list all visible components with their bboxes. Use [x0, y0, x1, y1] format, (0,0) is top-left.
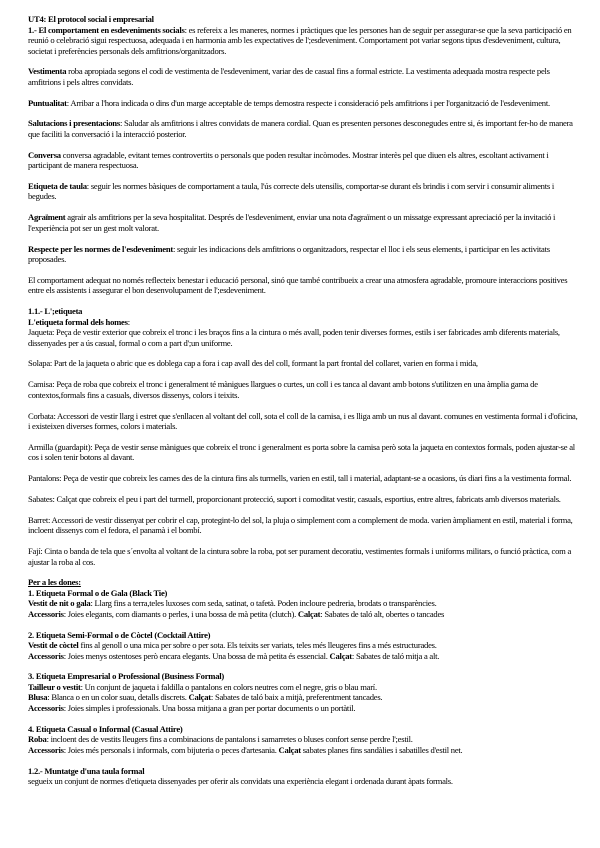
item-lead: Respecte per les normes de l'esdeveniment	[28, 243, 173, 254]
group-title-text: 3. Etiqueta Empresarial o Professional (Business Formal)	[28, 671, 224, 682]
etiquette-group	[28, 630, 578, 662]
closing-paragraph: El comportament adequat no només reflecteix benestar i educació personal, sinó que també contribueix a crear una atmosfera agradable, promoure interaccions positives entre els assistents i assegurar el bon desenvolupament de l';esdeveniment.	[28, 274, 568, 296]
item-text: : seguir les indicacions dels amfitrions o organitzadors, respectar el lloc i els seus elements, i participar en les activitats proposades.	[28, 243, 550, 265]
document-title: UT4: El protocol social i empresarial	[28, 14, 154, 24]
item-text: : seguir les normes bàsiques de comportament a taula, l'ús correcte dels utensilis, comportar-se durant els brindis i com servir i consumir aliments i begudes.	[28, 180, 554, 202]
line-label: Accessoris	[28, 744, 64, 755]
group-line	[28, 703, 578, 714]
group-line	[28, 609, 578, 620]
item-text: : Saludar als amfitrions i altres convidats de manera cordial. Quan es presenten persones desconegudes entre si, és important fer-ho de manera que faciliti la conversació i la interacció posterior.	[28, 118, 573, 139]
line-text: fins al genoll o una mica per sobre o per sota. Els teixits ser variats, teles més lleugeres fins a més estructurades.	[78, 640, 437, 651]
line-label: Vestit de còctel	[28, 640, 79, 651]
garment-item: Sabates: Calçat que cobreix el peu i part del turmell, proporcionant protecció, suport i comoditat vestir, casuals, esportius, entre altres, fabricats amb diversos materials.	[28, 493, 561, 504]
item-text: agrair als amfitrions per la seva hospitalitat. Després de l'esdeveniment, enviar una nota d'agraïment o un missatge expressant apreciació per la invitació i l'experiència pot ser un gest molt valorat.	[28, 212, 556, 233]
line-text: : Llarg fins a terra,teles luxoses com seda, satinat, o tafetà. Poden incloure pedreria, brodats o transparències.	[90, 598, 437, 609]
line-text: : Sabates de taló mitja a alt.	[351, 650, 440, 661]
item-text: roba apropiada segons el codi de vestimenta de l'esdeveniment, variar des de casual fins a formal estricte. La vestimenta adequada mostra respecte pels amfitrions i pels altres convidats.	[28, 66, 550, 87]
behaviour-item	[28, 98, 578, 109]
etiquette-group	[28, 724, 578, 756]
item-lead: Vestimenta	[28, 66, 67, 77]
item-lead: Conversa	[28, 149, 61, 160]
garment-item: Armilla (guardapit): Peça de vestir sense mànigues que cobreix el tronc i generalment es porta sobre la camisa però sota la jaqueta en contextos formals, poden ajustar-se al cos i solen tenir botons al davant.	[28, 441, 575, 463]
women-etiquette-list	[28, 588, 578, 755]
line-label: Accessoris	[28, 608, 64, 619]
group-line	[28, 734, 578, 745]
women-heading: Per a les dones:	[28, 577, 81, 588]
etiquette-group	[28, 588, 578, 620]
section-1-intro: 1.- El comportament en esdeveniments socials: es refereix a les maneres, normes i pràctiques que les persones han de seguir per assegurar-se que la seva participació en reunió o celebració sigui respectuosa, adequada i en harmonia amb les expectatives de l';esdeveniment. Comportament pot variar segons tipus d'esdeveniment, cultura, societat i preferències personals dels amfitrions/organitzadors.	[28, 24, 572, 56]
line-label: Calçat	[278, 744, 301, 755]
garment-item: Corbata: Accessori de vestir llarg i estret que s'enllacen al voltant del coll, sota el coll de la camisa, i es lliga amb un nus al davant. comunes en vestimenta formal i d'oficina, i existeixen diverses formes, colors i materials.	[28, 410, 578, 432]
garment-item: Solapa: Part de la jaqueta o abric que es doblega cap a fora i cap avall des del coll, formant la part frontal del collaret, varien en forma i mida,	[28, 358, 478, 369]
men-etiquette-heading: L'etiqueta formal dels homes	[28, 316, 128, 327]
section-1-1-heading: 1.1.- L';etiqueta	[28, 306, 83, 317]
behaviour-item	[28, 66, 578, 87]
behaviour-item	[28, 244, 578, 265]
line-label: Calçat	[188, 692, 211, 703]
group-line	[28, 640, 578, 651]
men-garment-list	[28, 327, 578, 567]
line-text: : Joies elegants, com diamants o perles, i una bossa de mà petita (clutch).	[63, 608, 298, 619]
line-text: : Joies més personals i informals, com bijuteria o peces d'artesania.	[63, 744, 279, 755]
line-label: Roba	[28, 734, 47, 745]
behaviour-item	[28, 181, 578, 202]
group-title	[28, 630, 578, 641]
group-title	[28, 588, 578, 599]
line-text: : Un conjunt de jaqueta i faldilla o pantalons en colors neutres com el negre, gris o blau marí.	[80, 681, 377, 692]
group-title	[28, 724, 578, 735]
line-text: : Blanca o en un color suau, detalls discrets.	[47, 692, 189, 703]
behaviour-item	[28, 118, 578, 139]
section-1-2-text: segueix un conjunt de normes d'etiqueta dissenyades per oferir als convidats una experiència elegant i ordenada durant àpats formals.	[28, 776, 453, 787]
item-lead: Etiqueta de taula	[28, 180, 87, 191]
etiquette-group	[28, 671, 578, 713]
garment-item: Camisa: Peça de roba que cobreix el tronc i generalment té mànigues llargues o curtes, un coll i es tanca al davant amb botons s'utilitzen en una àmplia gama de contextos,formals fins a casuals, diversos dissenys, colors i teixits.	[28, 379, 538, 400]
line-text: sabates planes fins sandàlies i sabatilles d'estil net.	[300, 744, 463, 755]
group-title	[28, 671, 578, 682]
garment-item: Fají: Cinta o banda de tela que s´envolta al voltant de la cintura sobre la roba, pot ser purament decoratiu, vestimentes formals i uniforms militars, o funció pràctica, com a ajustar la roba al cos.	[28, 546, 572, 567]
line-label: Tailleur o vestit	[28, 681, 81, 692]
line-text: : Sabates de taló alt, obertes o tancades	[320, 608, 445, 619]
item-text: conversa agradable, evitant temes controvertits o personals que poden resultar incòmodes. Mostrar interès pel que diuen els altres, escoltant activament i participant de manera respectuosa.	[28, 149, 549, 171]
line-label: Blusa	[28, 692, 48, 703]
behaviour-item	[28, 150, 578, 171]
line-label: Accessoris	[28, 650, 64, 661]
item-lead: Salutacions i presentacions	[28, 118, 120, 129]
group-line	[28, 745, 578, 756]
line-text: : Joies simples i professionals. Una bossa mitjana a gran per portar documents o un portàtil.	[63, 702, 356, 713]
group-title-text: 2. Etiqueta Semi-Formal o de Còctel (Cocktail Attire)	[28, 629, 211, 640]
group-line	[28, 598, 578, 609]
group-line	[28, 692, 578, 703]
line-text: : Sabates de taló baix a mitjà, preferentment tancades.	[210, 692, 383, 703]
garment-item: Jaqueta: Peça de vestir exterior que cobreix el tronc i les braços fins a la cintura o més avall, poden tenir diverses formes, estils i ser fabricades amb diferents materials, dissenyades per a ús casual, formal o com a part d';un uniforme.	[28, 327, 560, 348]
section-1-2-heading: 1.2.- Muntatge d'una taula formal	[28, 765, 145, 776]
behaviour-list	[28, 66, 578, 264]
document-page: UT4: El protocol social i empresarial 1.- El comportament en esdeveniments socials: es refereix a les maneres, normes i pràctiques que les persones han de seguir per assegurar-se que la seva participació en reunió o celebració sigui respectuosa, adequada i en harmonia amb les expectatives de l';esdeveniment. Comportament pot variar segons tipus d'esdeveniment, cultura, societat i preferències personals dels amfitrions/organitzadors. Vestimenta roba apropiada segons el codi de vestimenta de l'esdeveniment, variar des de casual fins a formal estricte. La vestimenta adequada mostra respecte pels amfitrions i pels altres convidats. Puntualitat: Arribar a l'hora indicada o dins d'un marge acceptable de temps demostra respecte i consideració pels amfitrions i per l'organització de l'esdeveniment. Salutacions i presentacions: Saludar als amfitrions i altres convidats de manera cordial. Quan es presenten persones desconegudes entre si, és important fer-ho de manera que faciliti la conversació i la interacció posterior. Conversa conversa agradable, evitant temes controvertits o personals que poden resultar incòmodes. Mostrar interès pel que diuen els altres, escoltant activament i participant de manera respectuosa. Etiqueta de taula: seguir les normes bàsiques de comportament a taula, l'ús correcte dels utensilis, comportar-se durant els brindis i com servir i consumir aliments i begudes. Agraïment agrair als amfitrions per la seva hospitalitat. Després de l'esdeveniment, enviar una nota d'agraïment o un missatge expressant apreciació per la invitació i l'experiència pot ser un gest molt valorat. Respecte per les normes de l'esdeveniment: seguir les indicacions dels amfitrions o organitzadors, respectar el lloc i els seus elements, i participar en les activitats proposades. El comportament adequat no només reflecteix benestar i educació personal, sinó que també contribueix a crear una atmosfera agradable, promoure interaccions positives entre els assistents i assegurar el bon desenvolupament de l';esdeveniment. 1.1.- L';etiqueta L'etiqueta formal dels homes: Jaqueta: Peça de vestir exterior que cobreix el tronc i les braços fins a la cintura o més avall, poden tenir diverses formes, estils i ser fabricades amb diferents materials, dissenyades per a ús casual, formal o com a part d';un uniforme. Solapa: Part de la jaqueta o abric que es doblega cap a fora i cap avall des del coll, formant la part frontal del collaret, varien en forma i mida, Camisa: Peça de roba que cobreix el tronc i generalment té mànigues llargues o curtes, un coll i es tanca al davant amb botons s'utilitzen en una àmplia gama de contextos,formals fins a casuals, diversos dissenys, colors i teixits. Corbata: Accessori de vestir llarg i estret que s'enllacen al voltant del coll, sota el coll de la camisa, i es lliga amb un nus al davant. comunes en vestimenta formal i d'oficina, i existeixen diverses formes, colors i materials. Armilla (guardapit): Peça de vestir sense mànigues que cobreix el tronc i generalment es porta sobre la camisa però sota la jaqueta en contextos formals, poden ajustar-se al cos i solen tenir botons al davant. Pantalons: Peça de vestir que cobreix les cames des de la cintura fins als turmells, varien en estil, tall i material, adaptant-se a ocasions, ús diari fins a la vestimenta formal. Sabates: Calçat que cobreix el peu i part del turmell, proporcionant protecció, suport i comoditat vestir, casuals, esportius, entre altres, fabricats amb diversos materials. Barret: Accessori de vestir dissenyat per cobrir el cap, protegint-lo del sol, la pluja o simplement com a complement de moda. varien àmpliament en estil, material i forma, incloent dissenys com el fedora, el panamà i el bombí. Fají: Cinta o banda de tela que s´envolta al voltant de la cintura sobre la roba, pot ser purament decoratiu, vestimentes formals i uniforms militars, o funció pràctica, com a ajustar la roba al cos. Per a les dones: 1. Etiqueta Formal o de Gala (Black Tie) Vestit de nit o gala: Llarg fins a terra,teles luxoses com seda, satinat, o tafetà. Poden incloure pedreria, brodats o transparències. Accessoris: Joies elegants, com diamants o perles, i una bossa de mà petita (clutch). Calçat: Sabates de taló alt, obertes o tancades 2. Etiqueta Semi-Formal o de Còctel (Cocktail Attire) Vestit de còctel fins al genoll o una mica per sobre o per sota. Els teixits ser variats, teles més lleugeres fins a més estructurades. Accessoris: Joies menys ostentoses però encara elegants. Una bossa de mà petita és essencial. Calçat: Sabates de taló mitja a alt. 3. Etiqueta Empresarial o Professional (Business Formal) Tailleur o vestit: Un conjunt de jaqueta i faldilla o pantalons en colors neutres com el negre, gris o blau marí. Blusa: Blanca o en un color suau, detalls discrets. Calçat: Sabates de taló baix a mitjà, preferentment tancades. Accessoris: Joies simples i professionals. Una bossa mitjana a gran per portar documents o un portàtil. 4. Etiqueta Casual o Informal (Casual Attire) Roba: incloent des de vestits lleugers fins a combinacions de pantalons i samarretes o bluses confort sense perdre l';estil. Accessoris: Joies més personals i informals, com bijuteria o peces d'artesania. Calçat sabates planes fins sandàlies i sabatilles d'estil net. 1.2.- Muntatge d'una taula formal segueix un conjunt de normes d'etiqueta dissenyades per oferir als convidats una experiència elegant i ordenada durant àpats formals.	[28, 14, 578, 787]
group-title-text: 1. Etiqueta Formal o de Gala (Black Tie)	[28, 587, 168, 598]
item-text: : Arribar a l'hora indicada o dins d'un marge acceptable de temps demostra respecte i consideració pels amfitrions i per l'organització de l'esdeveniment.	[66, 97, 550, 108]
line-text: : Joies menys ostentoses però encara elegants. Una bossa de mà petita és essencial.	[63, 650, 330, 661]
group-title-text: 4. Etiqueta Casual o Informal (Casual Attire)	[28, 723, 183, 734]
item-lead: Puntualitat	[28, 97, 67, 108]
item-lead: Agraïment	[28, 212, 66, 223]
behaviour-item	[28, 212, 578, 233]
line-label: Calçat	[329, 650, 352, 661]
line-text: : incloent des de vestits lleugers fins a combinacions de pantalons i samarretes o bluses confort sense perdre l';estil.	[46, 734, 413, 745]
group-line	[28, 651, 578, 662]
line-label: Calçat	[297, 608, 321, 619]
line-label: Vestit de nit o gala	[28, 598, 91, 609]
line-label: Accessoris	[28, 702, 64, 713]
group-line	[28, 682, 578, 693]
garment-item: Pantalons: Peça de vestir que cobreix les cames des de la cintura fins als turmells, varien en estil, tall i material, adaptant-se a ocasions, ús diari fins a la vestimenta formal.	[28, 473, 572, 484]
garment-item: Barret: Accessori de vestir dissenyat per cobrir el cap, protegint-lo del sol, la pluja o simplement com a complement de moda. varien àmpliament en estil, material i forma, incloent dissenys com el fedora, el panamà i el bombí.	[28, 514, 573, 536]
